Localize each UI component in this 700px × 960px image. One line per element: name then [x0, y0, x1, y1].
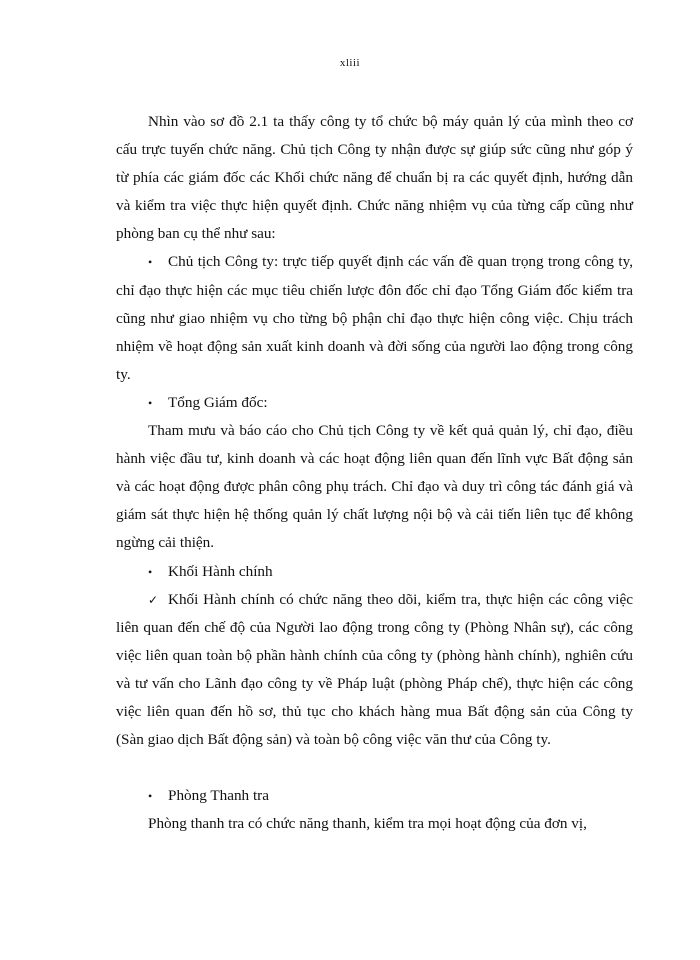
bullet-icon: •	[148, 789, 153, 804]
bullet-icon: •	[148, 255, 153, 270]
checkmark-icon: ✓	[148, 592, 159, 607]
spacer	[116, 754, 633, 782]
body-text	[116, 108, 633, 838]
bullet-chairman: • Chủ tịch Công ty: trực tiếp quyết định các vấn đề quan trọng trong công ty, chỉ đạo thực hiện các mục tiêu chiến lược đôn đốc chỉ đạo Tổng Giám đốc kiểm tra cũng như giao nhiệm vụ cho từng bộ phận chỉ đạo thực hiện công việc. Chịu trách nhiệm về hoạt động sản xuất kinh doanh và đời sống của người lao động trong công ty.	[116, 248, 633, 388]
bullet-icon: •	[148, 395, 153, 410]
page-number: xliii	[339, 57, 361, 69]
bullet-inspection: • Phòng Thanh tra	[116, 782, 633, 810]
inspection-paragraph: Phòng thanh tra có chức năng thanh, kiểm tra mọi hoạt động của đơn vị,	[148, 815, 587, 833]
bullet-admin-block: • Khối Hành chính	[116, 558, 633, 586]
bullet-general-director: • Tổng Giám đốc:	[116, 389, 633, 417]
general-director-paragraph: Tham mưu và báo cáo cho Chủ tịch Công ty về kết quả quản lý, chỉ đạo, điều hành việc đầu tư, kinh doanh và các hoạt động liên quan đến lĩnh vực Bất động sản và các hoạt động được phân công phụ trách. Chỉ đạo và duy trì công tác đánh giá và giám sát thực hiện hệ thống quản lý chất lượng nội bộ và cải tiến liên tục để không ngừng cải thiện.	[116, 422, 633, 552]
bullet-icon: •	[148, 564, 153, 579]
intro-paragraph: Nhìn vào sơ đồ 2.1 ta thấy công ty tổ chức bộ máy quản lý của mình theo cơ cấu trực tuyến chức năng. Chủ tịch Công ty nhận được sự giúp sức cũng như góp ý từ phía các giám đốc các Khối chức năng để chuẩn bị ra các quyết định, hướng dẫn và kiểm tra việc thực hiện quyết định. Chức năng nhiệm vụ của từng cấp cũng như phòng ban cụ thể như sau:	[116, 113, 633, 243]
check-admin-block: ✓ Khối Hành chính có chức năng theo dõi, kiểm tra, thực hiện các công việc liên quan đến chế độ của Người lao động trong công ty (Phòng Nhân sự), các công việc liên quan toàn bộ phần hành chính của công ty (phòng hành chính), nghiên cứu và tư vấn cho Lãnh đạo công ty về Pháp luật (phòng Pháp chế), thực hiện các công việc liên quan đến hồ sơ, thủ tục cho khách hàng mua Bất động sản của Công ty (Sàn giao dịch Bất động sản) và toàn bộ công việc văn thư của Công ty.	[116, 586, 633, 755]
